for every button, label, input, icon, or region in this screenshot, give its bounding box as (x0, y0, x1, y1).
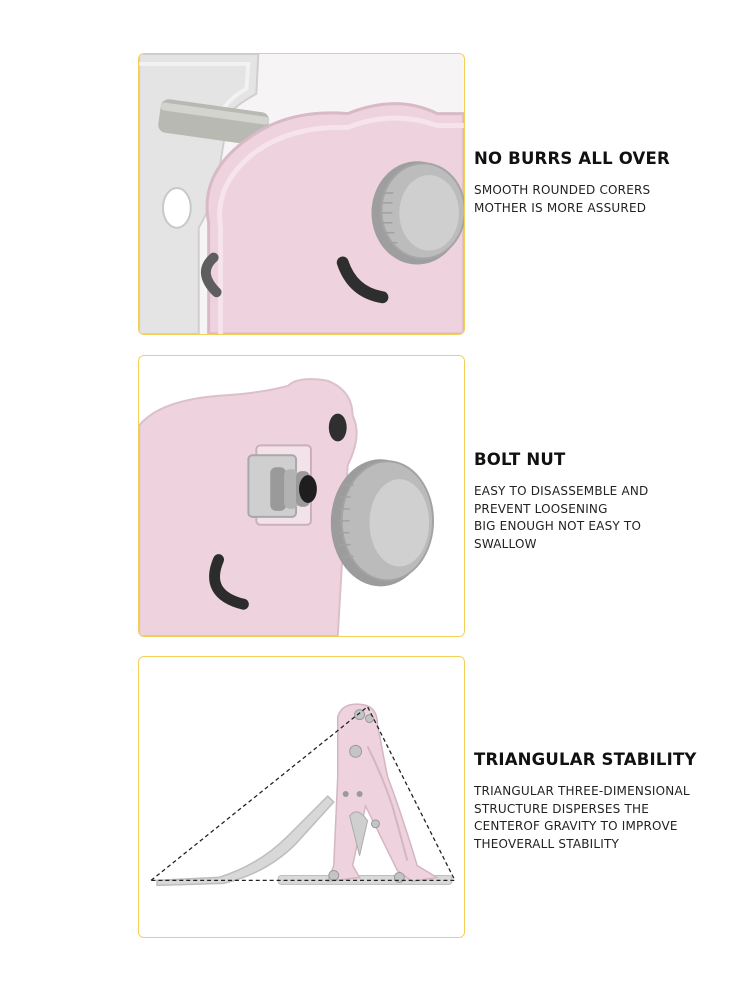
feature-line: SWALLOW (474, 536, 537, 551)
feature-line: SMOOTH ROUNDED CORERS (474, 183, 651, 197)
bolt-nut-illustration (139, 356, 464, 636)
slide-stability-photo (138, 656, 465, 938)
feature-no-burrs (474, 149, 724, 217)
feature-title: BOLT NUT (474, 450, 566, 469)
feature-line: MOTHER IS MORE ASSURED (474, 200, 647, 215)
feature-title: TRIANGULAR STABILITY (474, 750, 697, 769)
feature-triangular-stability (474, 750, 724, 853)
feature-line: EASY TO DISASSEMBLE AND (474, 484, 649, 498)
feature-line: CENTEROF GRAVITY TO IMPROVE (474, 819, 678, 833)
rounded-edge-illustration (139, 54, 464, 334)
slide-illustration (139, 657, 464, 937)
feature-line: THEOVERALL STABILITY (474, 836, 620, 851)
feature-line: STRUCTURE DISPERSES THE (474, 801, 650, 816)
feature-title: NO BURRS ALL OVER (474, 149, 670, 168)
feature-bolt-nut (474, 450, 724, 553)
feature-line: TRIANGULAR THREE-DIMENSIONAL (474, 784, 690, 798)
feature-line: PREVENT LOOSENING (474, 501, 608, 516)
rounded-edge-photo (138, 53, 465, 335)
bolt-nut-photo (138, 355, 465, 637)
feature-line: BIG ENOUGH NOT EASY TO (474, 519, 642, 533)
